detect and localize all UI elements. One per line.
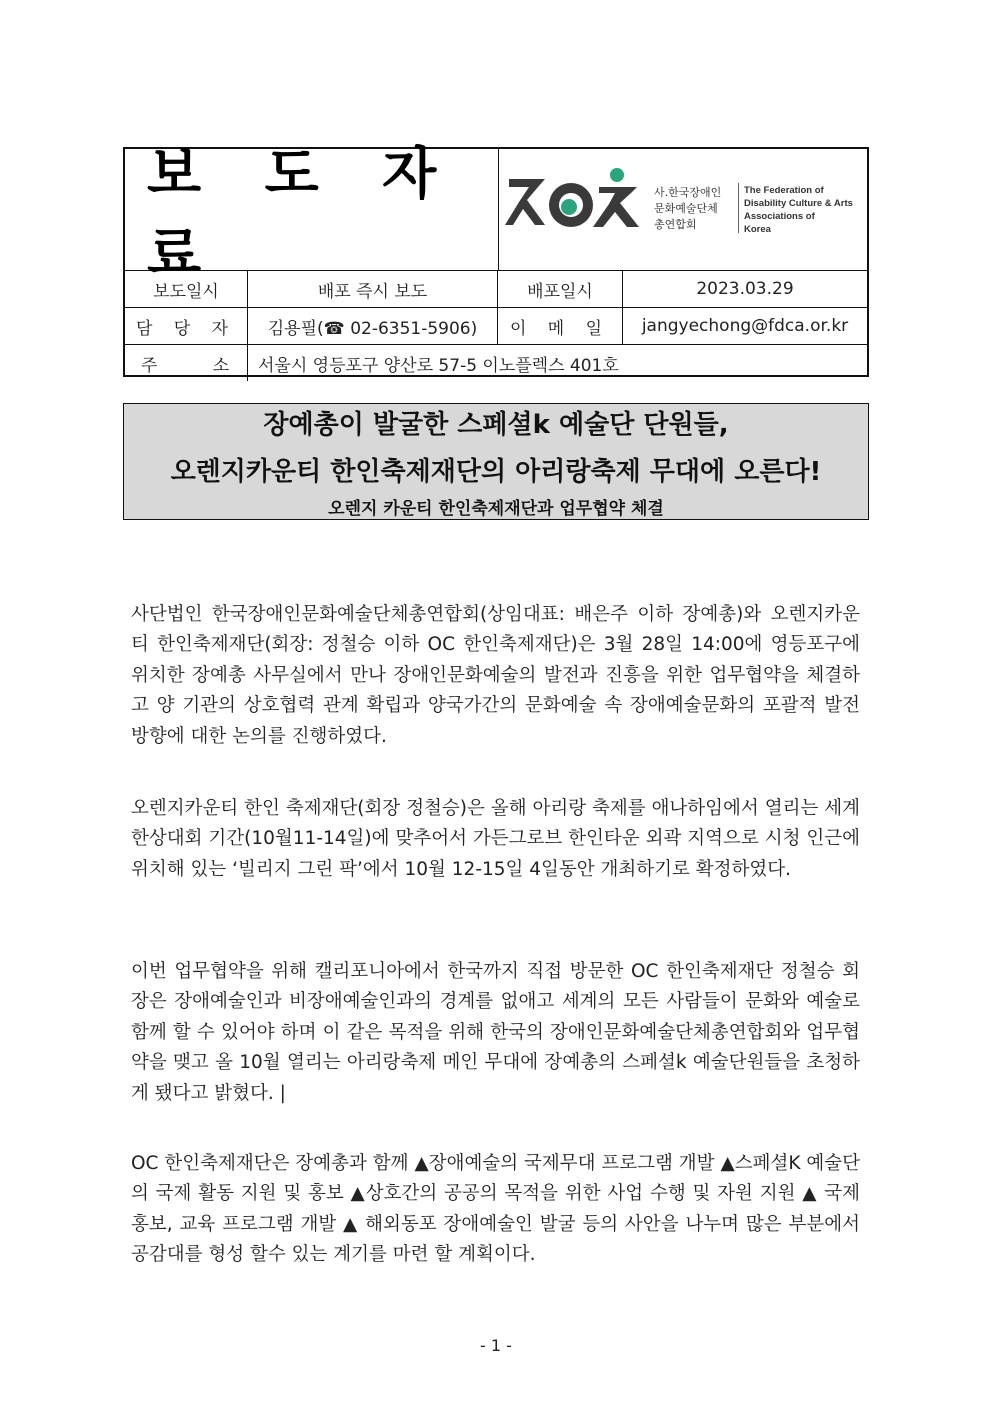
body-paragraph: OC 한인축제재단은 장예총과 함께 ▲장애예술의 국제무대 프로그램 개발 ▲스페셜K 예술단의 국제 활동 지원 및 홍보 ▲상호간의 공공의 목적을 위한 사업 수행 및 자원 지원 ▲ 국제 홍보, 교육 프로그램 개발 ▲ 해외동포 장애예술인 발굴 등의 사안을 나누며 많은 부분에서 공감대를 형성 할수 있는 계기를 마련 할 계획이다. bbox=[131, 1153, 860, 1266]
organization-name-korean bbox=[654, 185, 721, 233]
title-cell bbox=[125, 141, 499, 287]
organization-name-english bbox=[744, 184, 853, 236]
body-paragraph: 이번 업무협약을 위해 캘리포니아에서 한국까지 직접 방문한 OC 한인축제재단 정철승 회장은 장애예술인과 비장애예술인과의 경계를 없애고 세계의 모든 사람들이 문화와 예술로 함께 할 수 있어야 하며 이 같은 목적을 위해 한국의 장애인문화예술단체총연합회와 업무협약을 맺고 올 10월 열리는 아리랑축제 메인 무대에 장예총의 스페셜k 예술단원들을 초청하게 됐다고 밝혔다. | bbox=[131, 961, 860, 1104]
organization-logo-cell bbox=[499, 149, 867, 270]
headline-subtitle: 오렌지 카운티 한인축제재단과 업무협약 체결 bbox=[328, 499, 664, 519]
release-date-row bbox=[125, 271, 867, 308]
body-paragraph: 사단법인 한국장애인문화예술단체총연합회(상임대표: 배은주 이하 장예총)와 오렌지카운티 한인축제재단(회장: 정철승 이하 OC 한인축제재단)은 3월 28일 14:00에 영등포구에 위치한 장예총 사무실에서 만나 장애인문화예술의 발전과 진흥을 위한 업무협약을 체결하고 양 기관의 상호협력 관계 확립과 양국가간의 문화예술 속 장애예술문화의 포괄적 발전 방향에 대한 논의를 진행하였다. bbox=[131, 604, 860, 747]
org-en-line: Korea bbox=[744, 224, 771, 235]
release-date-value: 배포 즉시 보도 bbox=[248, 271, 498, 307]
address-row bbox=[125, 345, 867, 381]
press-release-header-table bbox=[123, 141, 869, 377]
press-release-title: 보 도 자 료 bbox=[147, 141, 459, 287]
header-top-row bbox=[125, 141, 867, 287]
org-ko-line: 사.한국장애인 bbox=[654, 186, 722, 199]
org-en-line: Associations of bbox=[744, 211, 815, 222]
org-en-line: The Federation of bbox=[744, 185, 824, 196]
body-paragraph: 오렌지카운티 한인 축제재단(회장 정철승)은 올해 아리랑 축제를 애나하임에서 열리는 세계한상대회 기간(10월11-14일)에 맞추어서 가든그로브 한인타운 외곽 지역으로 시청 인근에 위치해 있는 ‘빌리지 그린 팍’에서 10월 12-15일 4일동안 개최하기로 확정하였다. bbox=[131, 798, 860, 880]
page-number: - 1 - bbox=[480, 1336, 512, 1355]
org-en-line: Disability Culture & Arts bbox=[744, 198, 853, 209]
logo-divider bbox=[738, 183, 739, 233]
distribution-date-label: 배포일시 bbox=[498, 271, 623, 307]
org-ko-line: 총연합회 bbox=[654, 218, 697, 231]
release-date-label: 보도일시 bbox=[125, 271, 248, 307]
headline-box bbox=[123, 403, 869, 520]
email-label: 이 메 일 bbox=[498, 308, 623, 344]
distribution-date-value: 2023.03.29 bbox=[696, 279, 794, 299]
org-ko-line: 문화예술단체 bbox=[654, 202, 718, 215]
email-value[interactable]: jangyechong@fdca.or.kr bbox=[641, 316, 849, 336]
address-value: 서울시 영등포구 양산로 57-5 이노플렉스 401호 bbox=[258, 355, 619, 376]
fdca-logo-icon bbox=[505, 165, 650, 235]
contact-row bbox=[125, 308, 867, 345]
headline-line-1: 장예총이 발굴한 스페셜k 예술단 단원들, bbox=[263, 410, 729, 440]
address-label: 주 소 bbox=[125, 345, 248, 381]
contact-value: 김용필(☎ 02-6351-5906) bbox=[248, 308, 498, 344]
contact-label: 담 당 자 bbox=[125, 308, 248, 344]
headline-line-2: 오렌지카운티 한인축제재단의 아리랑축제 무대에 오른다! bbox=[170, 457, 822, 487]
